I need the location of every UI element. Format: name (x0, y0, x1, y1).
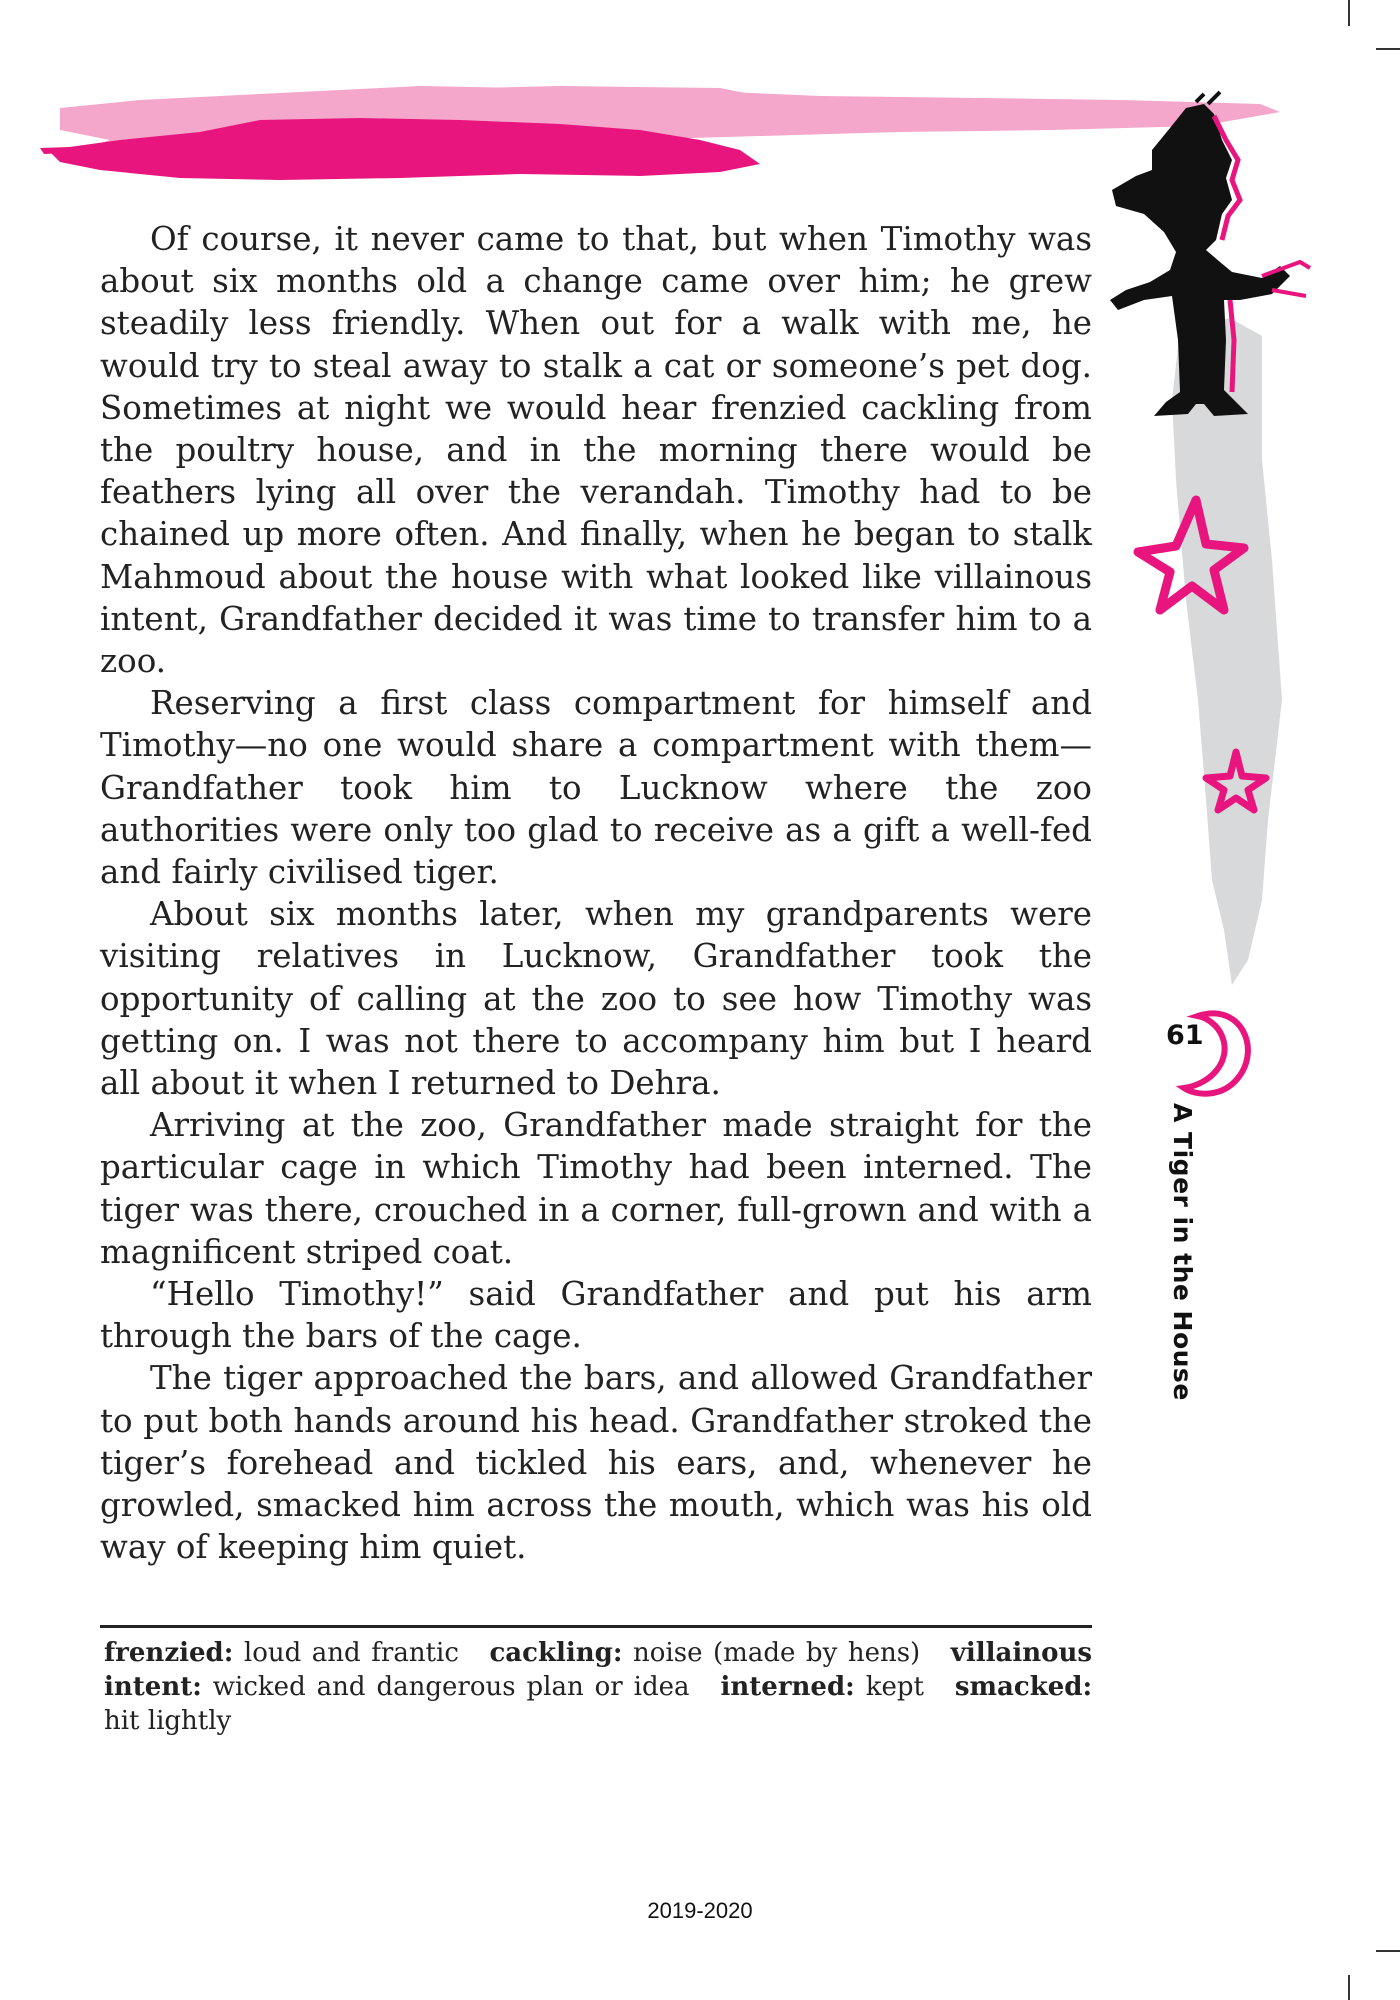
paragraph: The tiger approached the bars, and allowed Grandfather to put both hands around his head. Grandfather stroked the tiger’s forehead and tickled his ears, and, whenever he growled, smacked him across the mouth, which was his old way of keeping him quiet. (100, 1359, 1092, 1567)
footer-year: 2019-2020 (647, 1898, 753, 1923)
glossary (104, 1636, 1092, 1738)
glossary-meaning: kept (865, 1672, 924, 1702)
glossary-divider (100, 1625, 1092, 1628)
glossary-meaning: wicked and dangerous plan or idea (212, 1672, 690, 1702)
running-title: A Tiger in the House (1168, 1103, 1197, 1401)
story-text (100, 218, 1092, 1569)
paragraph: About six months later, when my grandparents were visiting relatives in Lucknow, Grandfather took the opportunity of calling at the zoo to see how Timothy was getting on. I was not there to accompany him but I heard all about it when I returned to Dehra. (100, 895, 1092, 1103)
glossary-term: smacked: (954, 1672, 1093, 1702)
glossary-meaning: noise (made by hens) (633, 1638, 921, 1668)
gray-paint-band (1172, 318, 1282, 985)
cartoon-figure-icon (1110, 92, 1310, 416)
paragraph: “Hello Timothy!” said Grandfather and put his arm through the bars of the cage. (100, 1275, 1092, 1356)
glossary-meaning: loud and frantic (243, 1638, 459, 1668)
glossary-term: cackling: (489, 1638, 623, 1668)
glossary-term: frenzied: (104, 1638, 234, 1668)
page-number: 61 (1166, 1020, 1204, 1051)
paragraph: Of course, it never came to that, but when Timothy was about six months old a change came over him; he grew steadily less friendly. When out for a walk with me, he would try to steal away to stalk a cat or someone’s pet dog. Sometimes at night we would hear frenzied cackling from the poultry house, and in the morning there would be feathers lying all over the verandah. Timothy had to be chained up more often. And finally, when he began to stalk Mahmoud about the house with what looked like villainous intent, Grandfather decided it was time to transfer him to a zoo. (100, 220, 1092, 681)
paragraph: Reserving a first class compartment for himself and Timothy—no one would share a compartment with them—Grandfather took him to Lucknow where the zoo authorities were only too glad to receive as a gift a well-fed and fairly civilised tiger. (100, 684, 1092, 892)
paragraph: Arriving at the zoo, Grandfather made straight for the particular cage in which Timothy had been interned. The tiger was there, crouched in a corner, full-grown and with a magnificent striped coat. (100, 1106, 1092, 1271)
glossary-term: interned: (720, 1672, 855, 1702)
glossary-meaning: hit lightly (104, 1706, 232, 1736)
glossary-term: villainous intent: (104, 1638, 1093, 1702)
